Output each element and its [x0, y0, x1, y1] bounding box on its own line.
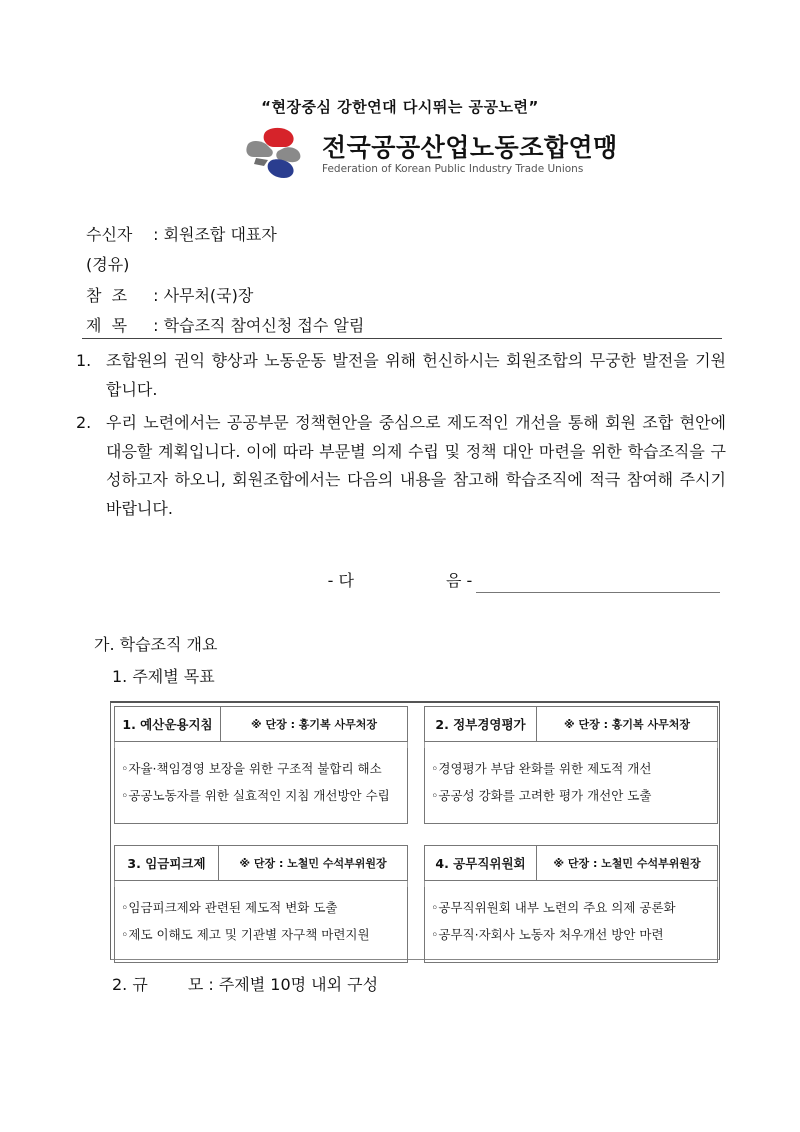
- section-ga: 가. 학습조직 개요: [94, 635, 218, 654]
- via-line: (경유): [86, 255, 130, 274]
- header-divider: [82, 338, 722, 339]
- topic-goals: [114, 887, 408, 963]
- goal-item: ◦자율·책임경영 보장을 위한 구조적 불합리 해소: [121, 761, 382, 776]
- topic-header: [114, 706, 408, 742]
- subsection-2-label: 2. 규: [112, 975, 148, 994]
- paragraph-1: [76, 347, 726, 404]
- goal-item: ◦공공성 강화를 고려한 평가 개선안 도출: [431, 788, 652, 803]
- topic-card-4: [424, 845, 718, 963]
- topic-card-2: [424, 706, 718, 824]
- subsection-2: [112, 972, 378, 995]
- topic-lead: ※ 단장 : 노철민 수석부위원장: [239, 857, 387, 870]
- reference-value: 사무처(국)장: [163, 286, 254, 305]
- topic-card-3: [114, 845, 408, 963]
- goal-item: ◦공무직위원회 내부 노련의 주요 의제 공론화: [431, 900, 676, 915]
- topic-header: [424, 706, 718, 742]
- goal-item: ◦공공노동자를 위한 실효적인 지침 개선방안 수립: [121, 788, 390, 803]
- topic-lead: ※ 단장 : 홍기복 사무처장: [563, 718, 691, 731]
- goal-item: ◦공무직·자회사 노동자 처우개선 방안 마련: [431, 927, 664, 942]
- subsection-1: 1. 주제별 목표: [112, 667, 215, 686]
- topic-lead: ※ 단장 : 노철민 수석부위원장: [553, 857, 701, 870]
- subject-label: 제 목: [86, 316, 128, 335]
- goal-item: ◦경영평가 부담 완화를 위한 제도적 개선: [431, 761, 652, 776]
- reference-line: 참 조 : 사무처(국)장: [86, 283, 253, 306]
- paragraph-number: 1.: [76, 351, 92, 370]
- topic-goals: [424, 887, 718, 963]
- topic-goals: [424, 748, 718, 824]
- da-eum-heading: [0, 568, 800, 591]
- subsection-2-text: 모 : 주제별 10명 내외 구성: [187, 975, 379, 994]
- paragraph-2: [76, 409, 726, 523]
- paragraph-text: 조합원의 권익 향상과 노동운동 발전을 위해 헌신하시는 회원조합의 무궁한 발전을 기원합니다.: [106, 351, 726, 399]
- recipient-line: 수신자 : 회원조합 대표자: [86, 222, 277, 245]
- topic-title: 4. 공무직위원회: [425, 846, 537, 880]
- paragraph-text: 우리 노련에서는 공공부문 정책현안을 중심으로 제도적인 개선을 통해 회원 조합 현안에 대응할 계획입니다. 이에 따라 부문별 의제 수립 및 정책 대안 마련을 위한 학습조직을 구성하고자 하오니, 회원조합에서는 다음의 내용을 참고해 학습조직에 적극 참여해 주시기 바랍니다.: [106, 413, 726, 518]
- subject-value: 학습조직 참여신청 접수 알림: [163, 316, 365, 335]
- paragraph-number: 2.: [76, 413, 92, 432]
- reference-label: 참 조: [86, 286, 128, 305]
- topic-goals: [114, 748, 408, 824]
- topics-table: [110, 701, 720, 960]
- topic-header: [114, 845, 408, 881]
- subject-line: 제 목 : 학습조직 참여신청 접수 알림: [86, 313, 364, 336]
- topic-title: 2. 정부경영평가: [425, 707, 537, 741]
- goal-item: ◦임금피크제와 관련된 제도적 변화 도출: [121, 900, 338, 915]
- org-name-en: Federation of Korean Public Industry Trade Unions: [322, 163, 584, 175]
- topic-title: 3. 임금피크제: [115, 846, 219, 880]
- goal-item: ◦제도 이해도 제고 및 기관별 자구책 마련지원: [121, 927, 370, 942]
- topic-card-1: [114, 706, 408, 824]
- org-name: 전국공공산업노동조합연맹: [322, 133, 618, 162]
- topic-title: 1. 예산운용지침: [115, 707, 221, 741]
- da-eum-right: 음 -: [446, 571, 473, 590]
- federation-logo: [242, 126, 322, 180]
- da-eum-left: - 다: [327, 571, 354, 590]
- slogan: “현장중심 강한연대 다시뛰는 공공노련”: [261, 98, 539, 116]
- topic-lead: ※ 단장 : 홍기복 사무처장: [250, 718, 378, 731]
- da-eum-divider: [476, 592, 720, 593]
- topic-header: [424, 845, 718, 881]
- recipient-label: 수신자: [86, 225, 133, 244]
- recipient-value: 회원조합 대표자: [163, 225, 277, 244]
